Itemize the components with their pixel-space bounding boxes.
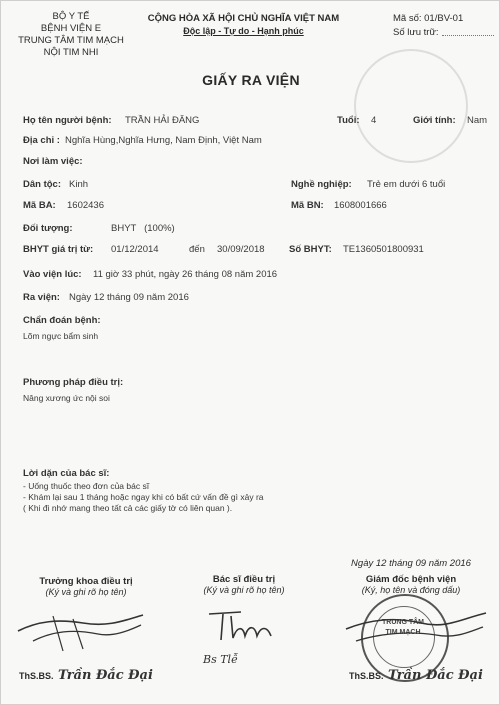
- director-title: Giám đốc bệnh viện: [365, 574, 457, 585]
- advice-line-2: - Khám lại sau 1 tháng hoặc ngay khi có bất cứ vấn đề gì xảy ra: [23, 492, 264, 502]
- bhyt-to: 30/09/2018: [217, 244, 265, 255]
- ethnicity: Kinh: [69, 179, 89, 190]
- advice-line-3: ( Khi đi nhớ mang theo tất cả các giấy tờ có liên quan ).: [23, 503, 233, 513]
- workplace-label: Nơi làm việc:: [23, 156, 83, 167]
- ethnicity-label: Dân tộc:: [23, 179, 61, 190]
- header-center: [136, 13, 351, 37]
- department-head-signed-name: Trần Đắc Đại: [57, 668, 153, 683]
- director-subtitle: (Ký, họ tên và đóng dấu): [361, 585, 461, 595]
- motto: Độc lập - Tự do - Hạnh phúc: [183, 26, 304, 36]
- admission-label: Vào viện lúc:: [23, 269, 82, 280]
- age: 4: [371, 115, 377, 126]
- director-signed-name: Trần Đắc Đại: [387, 668, 483, 683]
- address: Nghĩa Hùng,Nghĩa Hưng, Nam Định, Việt Nam: [65, 135, 262, 146]
- bhyt-number: TE1360501800931: [343, 244, 424, 255]
- doctor-name: Bs Tlễ: [203, 653, 238, 666]
- occupation-label: Nghề nghiệp:: [291, 179, 352, 190]
- bhyt-to-label: đến: [189, 244, 205, 255]
- department-head-block: [11, 576, 161, 597]
- ba-label: Mã BA:: [23, 200, 56, 211]
- advice-line-1: - Uống thuốc theo đơn của bác sĩ: [23, 481, 150, 491]
- patient-name: TRẦN HẢI ĐĂNG: [125, 115, 200, 126]
- header-left: [11, 11, 131, 59]
- treatment-method: Nâng xương ức nội soi: [23, 393, 110, 403]
- discharge-date: Ngày 12 tháng 09 năm 2016: [69, 292, 189, 303]
- doctor-subtitle: (Ký và ghi rõ họ tên): [203, 585, 285, 595]
- department-head-prefix: ThS.BS.: [19, 671, 54, 681]
- faded-stamp-icon: [354, 49, 468, 163]
- address-label: Địa chỉ :: [23, 135, 60, 146]
- bn-code: 1608001666: [334, 200, 387, 211]
- bn-label: Mã BN:: [291, 200, 324, 211]
- director-prefix: ThS.BS.: [349, 671, 384, 681]
- doctor-signature-icon: [201, 606, 291, 646]
- department-head-signature-icon: [13, 601, 153, 661]
- diagnosis: Lõm ngực bẩm sinh: [23, 331, 99, 341]
- archive-dots: [442, 35, 494, 36]
- signature-date: Ngày 12 tháng 09 năm 2016: [351, 558, 471, 569]
- doctor-title: Bác sĩ điều trị: [212, 574, 276, 585]
- nation-name: CỘNG HÒA XÃ HỘI CHỦ NGHĨA VIỆT NAM: [147, 13, 340, 24]
- admission-time: 11 giờ 33 phút, ngày 26 tháng 08 năm 2016: [93, 269, 278, 280]
- director-block: [331, 574, 491, 595]
- department-head-subtitle: (Ký và ghi rõ họ tên): [45, 587, 127, 597]
- form-number: Mã số: 01/BV-01: [393, 13, 464, 24]
- doctor-block: [169, 574, 319, 595]
- document-title: GIẤY RA VIỆN: [202, 72, 300, 88]
- ba-code: 1602436: [67, 200, 104, 211]
- stamp-line-2: TIM MẠCH: [385, 629, 421, 636]
- subject: BHYT (100%): [111, 223, 175, 234]
- bhyt-from: 01/12/2014: [111, 244, 159, 255]
- occupation: Trẻ em dưới 6 tuổi: [367, 179, 446, 190]
- gender: Nam: [467, 115, 488, 126]
- ministry: BỘ Y TẾ: [52, 11, 90, 22]
- department: NỘI TIM NHI: [43, 47, 99, 58]
- department-head-title: Trưởng khoa điều trị: [39, 576, 133, 587]
- advice-label: Lời dặn của bác sĩ:: [23, 468, 110, 479]
- age-label: Tuổi:: [337, 115, 360, 126]
- director-name: [349, 666, 483, 684]
- hospital: BỆNH VIỆN E: [40, 23, 102, 34]
- gender-label: Giới tính:: [413, 115, 456, 126]
- treatment-method-label: Phương pháp điều trị:: [23, 377, 124, 388]
- bhyt-valid-label: BHYT giá trị từ:: [23, 244, 94, 255]
- patient-name-label: Họ tên người bệnh:: [23, 115, 112, 126]
- department-head-name: [19, 666, 153, 684]
- stamp-line-1: TRUNG TÂM: [382, 619, 424, 626]
- bhyt-number-label: Số BHYT:: [289, 244, 332, 255]
- director-signature-icon: [341, 601, 491, 661]
- subject-label: Đối tượng:: [23, 223, 73, 234]
- archive-number: Số lưu trữ:: [393, 27, 439, 38]
- diagnosis-label: Chẩn đoán bệnh:: [23, 315, 101, 326]
- center: TRUNG TÂM TIM MẠCH: [18, 35, 124, 46]
- discharge-label: Ra viện:: [23, 292, 60, 303]
